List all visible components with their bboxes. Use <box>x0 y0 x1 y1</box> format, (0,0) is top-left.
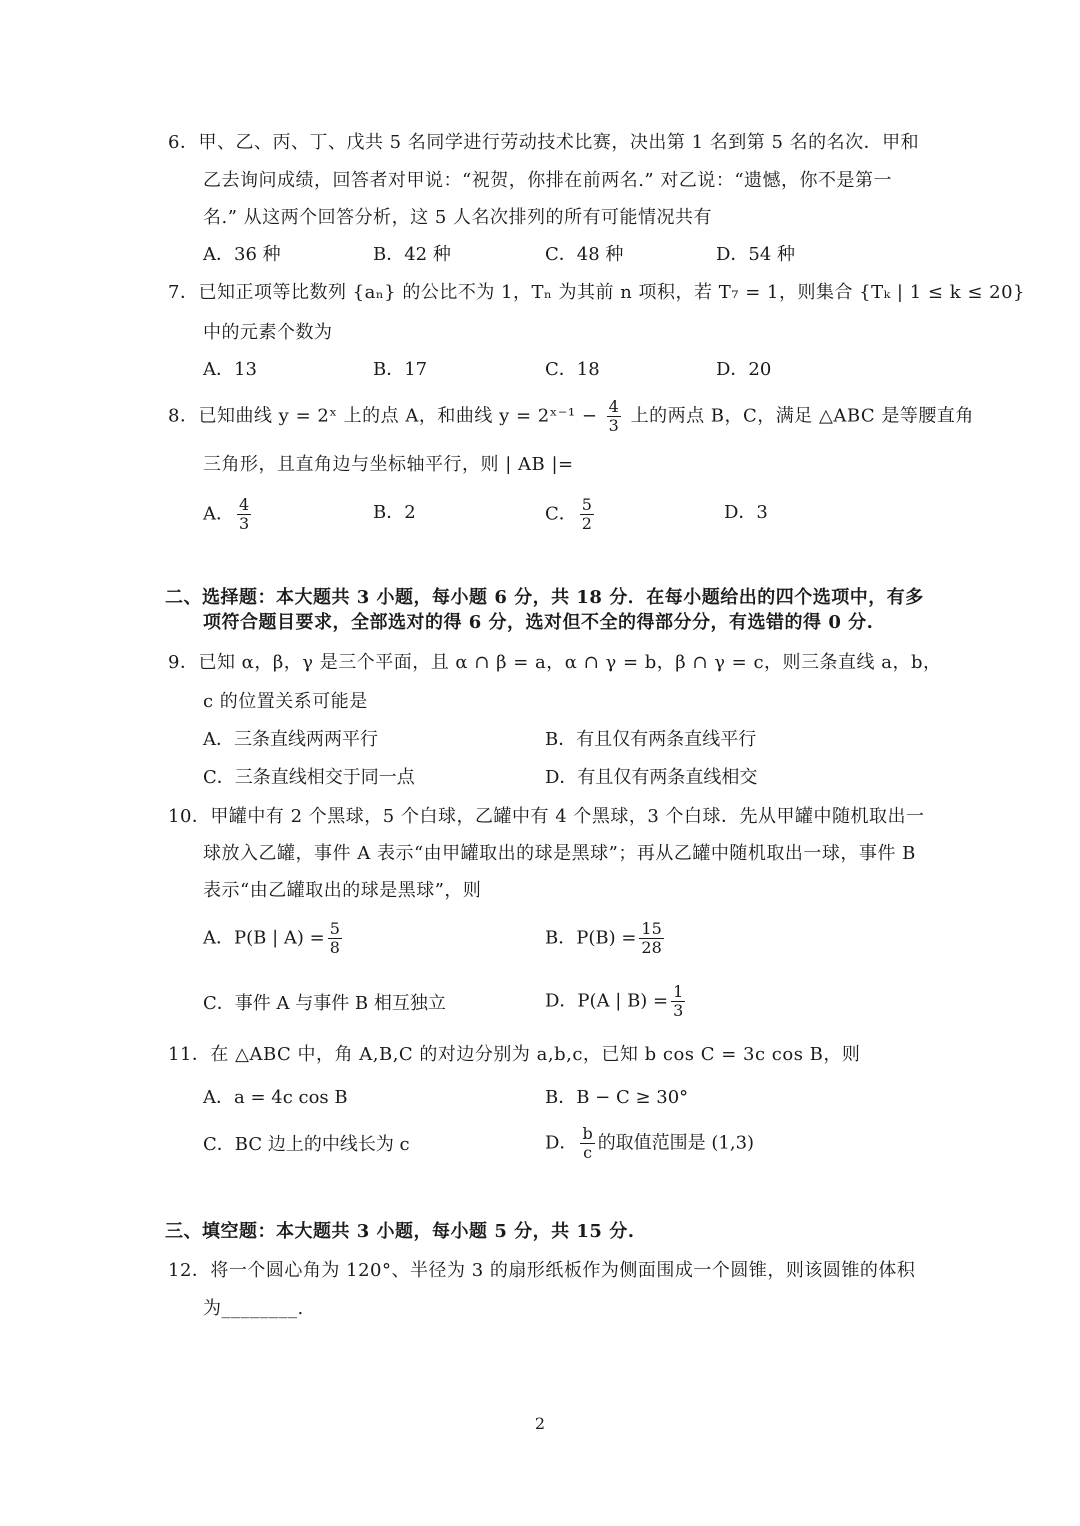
q10-option-d <box>545 983 688 1020</box>
q11-option-d-denominator: c <box>583 1143 593 1162</box>
q10-option-d-label: D．P(A | B) = <box>545 990 669 1012</box>
q8-option-a <box>203 496 254 533</box>
q10-option-d-denominator: 3 <box>673 1001 684 1020</box>
q11-option-d-numerator: b <box>582 1124 593 1143</box>
q7-option-c: C．18 <box>545 359 600 380</box>
q9-option-a: A．三条直线两两平行 <box>203 729 378 750</box>
q7-line2: 中的元素个数为 <box>203 322 333 343</box>
q8-option-c-label: C． <box>545 503 577 525</box>
q11-option-c: C．BC 边上的中线长为 c <box>203 1134 410 1155</box>
page-number: 2 <box>534 1414 546 1433</box>
q10-line3: 表示“由乙罐取出的球是黑球”，则 <box>203 880 482 901</box>
q9-line2: c 的位置关系可能是 <box>203 691 368 712</box>
q6-option-d: D．54 种 <box>716 244 796 265</box>
q11-option-b: B．B − C ≥ 30° <box>545 1087 689 1108</box>
q8-option-c-numerator: 5 <box>581 495 592 514</box>
q10-option-b-numerator: 15 <box>641 919 662 938</box>
q6-option-c: C．48 种 <box>545 244 624 265</box>
q10-option-a-numerator: 5 <box>329 919 340 938</box>
q6-option-b: B．42 种 <box>373 244 451 265</box>
q11-option-d-fraction <box>580 1125 594 1162</box>
q11-option-a: A．a = 4c cos B <box>203 1087 348 1108</box>
q11-line1: 11．在 △ABC 中，角 A,B,C 的对边分别为 a,b,c，已知 b cos C = 3c cos B，则 <box>168 1044 861 1065</box>
q8-line1-end: 上的两点 B，C，满足 △ABC 是等腰直角 <box>630 405 974 427</box>
q11-option-d <box>545 1125 754 1162</box>
q8-line1 <box>168 398 974 435</box>
q10-option-c: C．事件 A 与事件 B 相互独立 <box>203 993 446 1014</box>
q6-line2: 乙去询问成绩，回答者对甲说：“祝贺，你排在前两名.” 对乙说：“遗憾，你不是第一 <box>203 170 893 191</box>
q8-option-c <box>545 496 597 533</box>
q11-option-d-tail: 的取值范围是 (1,3) <box>597 1132 755 1154</box>
q9-option-b: B．有且仅有两条直线平行 <box>545 729 757 750</box>
q10-option-a <box>203 920 345 957</box>
q7-option-a: A．13 <box>203 359 257 380</box>
q8-fraction-denominator: 3 <box>608 416 620 435</box>
q10-option-a-denominator: 8 <box>329 938 340 957</box>
q9-option-c: C．三条直线相交于同一点 <box>203 767 415 788</box>
q7-line1: 7．已知正项等比数列 {aₙ} 的公比不为 1，Tₙ 为其前 n 项积，若 T₇ = 1，则集合 {Tₖ | 1 ≤ k ≤ 20} <box>168 282 1025 303</box>
q9-line1: 9．已知 α，β，γ 是三个平面，且 α ∩ β = a，α ∩ γ = b，β ∩ γ = c，则三条直线 a，b， <box>168 652 942 673</box>
q10-line1: 10．甲罐中有 2 个黑球，5 个白球，乙罐中有 4 个黑球，3 个白球．先从甲罐中随机取出一 <box>168 806 925 827</box>
q8-option-a-denominator: 3 <box>239 514 250 533</box>
q8-option-d: D．3 <box>724 502 768 523</box>
q8-option-a-label: A． <box>203 503 234 525</box>
section2-heading-line1: 二、选择题：本大题共 3 小题，每小题 6 分，共 18 分．在每小题给出的四个选项中，有多 <box>165 587 924 608</box>
q12-line1: 12．将一个圆心角为 120°、半径为 3 的扇形纸板作为侧面围成一个圆锥，则该圆锥的体积 <box>168 1260 916 1281</box>
section3-heading: 三、填空题：本大题共 3 小题，每小题 5 分，共 15 分. <box>165 1221 635 1242</box>
q8-option-a-fraction <box>237 496 251 533</box>
q10-option-d-fraction <box>671 983 685 1020</box>
q10-option-a-fraction <box>328 920 342 957</box>
q8-line1-start: 8．已知曲线 y = 2ˣ 上的点 A，和曲线 y = 2ˣ⁻¹ − <box>168 405 598 427</box>
section2-heading-line2: 项符合题目要求，全部选对的得 6 分，选对但不全的得部分分，有选错的得 0 分. <box>203 612 874 633</box>
q10-option-a-label: A．P(B | A) = <box>203 927 325 949</box>
q10-option-b-fraction <box>639 920 663 957</box>
q8-fraction <box>607 398 622 435</box>
q12-line2: 为________. <box>203 1298 304 1319</box>
q9-option-d: D．有且仅有两条直线相交 <box>545 767 758 788</box>
q8-option-a-numerator: 4 <box>239 495 250 514</box>
q8-option-b: B．2 <box>373 502 416 523</box>
q10-option-d-numerator: 1 <box>673 982 684 1001</box>
q10-option-b-label: B．P(B) = <box>545 927 637 949</box>
q7-option-d: D．20 <box>716 359 772 380</box>
q11-option-d-label: D． <box>545 1132 578 1154</box>
q10-line2: 球放入乙罐，事件 A 表示“由甲罐取出的球是黑球”；再从乙罐中随机取出一球，事件 B <box>203 843 916 864</box>
q6-line1: 6．甲、乙、丙、丁、戊共 5 名同学进行劳动技术比赛，决出第 1 名到第 5 名的名次．甲和 <box>168 132 920 153</box>
q6-line3: 名.” 从这两个回答分析，这 5 人名次排列的所有可能情况共有 <box>203 207 713 228</box>
q8-line2: 三角形，且直角边与坐标轴平行，则 | AB |= <box>203 454 574 475</box>
q8-option-c-denominator: 2 <box>581 514 592 533</box>
q10-option-b <box>545 920 667 957</box>
q10-option-b-denominator: 28 <box>641 938 662 957</box>
q7-option-b: B．17 <box>373 359 428 380</box>
q6-option-a: A．36 种 <box>203 244 281 265</box>
q8-fraction-numerator: 4 <box>608 397 620 416</box>
q8-option-c-fraction <box>580 496 594 533</box>
